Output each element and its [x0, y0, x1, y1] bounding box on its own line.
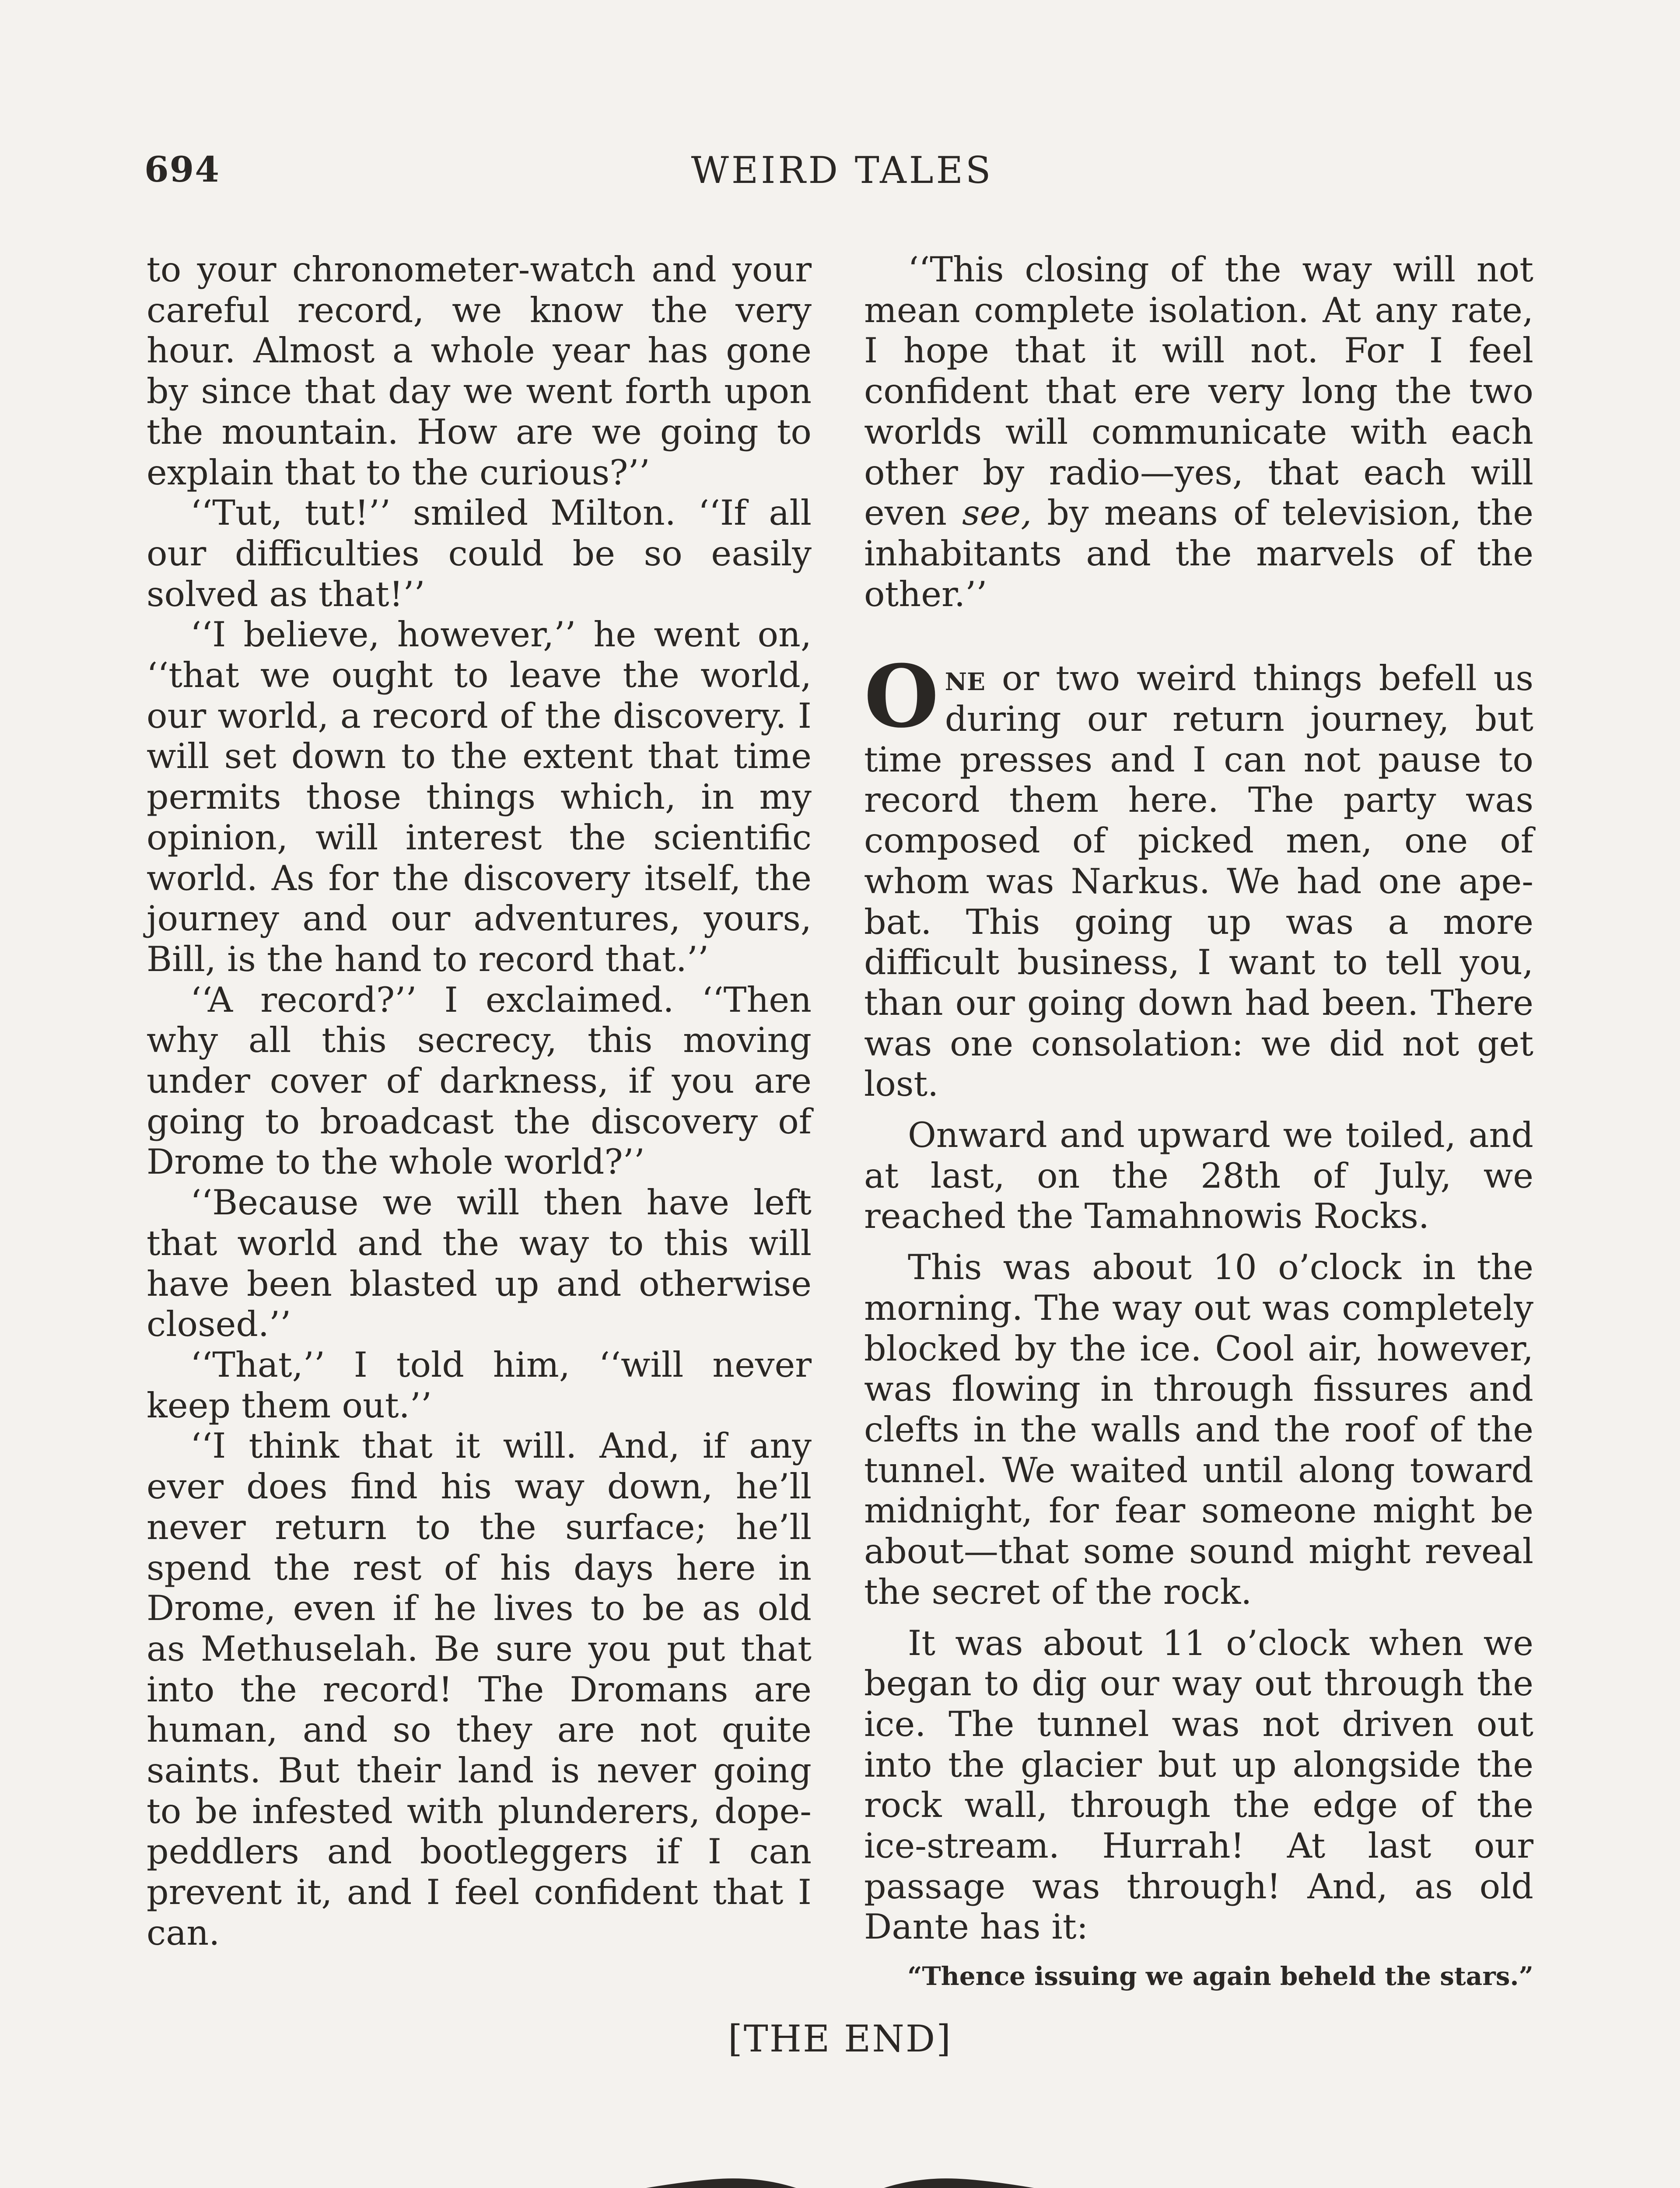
text-run: ‘‘This closing of the way will not mean complete isolation. At any rate, I hope that it will not. For I feel confident that ere very long the two worlds will communicate with each other by radio—yes, that each will even: [864, 249, 1533, 533]
text-run: by means of television, the inhabitants and the marvels of the other.’’: [864, 493, 1533, 614]
paragraph: ‘‘A record?’’ I exclaimed. ‘‘Then why all this secrecy, this moving under cover of darkness, if you are going to broadcast the discovery of Drome to the whole world?’’: [147, 979, 812, 1182]
page-number: 694: [144, 149, 220, 190]
paragraph: [864, 249, 1533, 614]
page-header: [144, 149, 1544, 197]
text-run: or two weird things befell us during our return journey, but time presses and I can not pause to record them here. The party was composed of picked men, one of whom was Narkus. We had one ape-bat. This going up was a more difficult business, I want to tell you, than our going down had been. There was one consolation: we did not get lost.: [864, 658, 1533, 1105]
section-opening-paragraph: [864, 646, 1533, 1105]
left-column: [147, 249, 812, 1953]
paragraph: ‘‘Because we will then have left that world and the way to this will have been blasted up and otherwise closed.’’: [147, 1182, 812, 1345]
emphasis-text: see,: [962, 493, 1032, 533]
paragraph: Onward and upward we toiled, and at last, on the 28th of July, we reached the Tamahnowis Rocks.: [864, 1115, 1533, 1237]
small-caps-text: ne: [945, 658, 985, 699]
right-column: [864, 249, 1533, 1994]
paragraph: to your chronometer-watch and your careful record, we know the very hour. Almost a whole year has gone by since that day we went forth upon the mountain. How are we going to explain that to the curious?’’: [147, 249, 812, 493]
paragraph: It was about 11 o’clock when we began to dig our way out through the ice. The tunnel was not driven out into the glacier but up alongside the rock wall, through the edge of the ice-stream. Hurrah! At last our passage was through! And, as old Dante has it:: [864, 1623, 1533, 1947]
running-title: WEIRD TALES: [691, 149, 994, 192]
paragraph: ‘‘That,’’ I told him, ‘‘will never keep them out.’’: [147, 1344, 812, 1426]
drop-cap: O: [864, 646, 939, 747]
the-end-marker: [THE END]: [728, 2017, 952, 2060]
paragraph: This was about 10 o’clock in the morning. The way out was completely blocked by the ice. Cool air, however, was flowing in through fissures and clefts in the walls and the roof of the tunnel. We waited until along toward midnight, for fear someone might be about—that some sound might reveal the secret of the rock.: [864, 1247, 1533, 1612]
eagle-icon: [582, 2144, 1098, 2188]
paragraph: ‘‘I think that it will. And, if any ever does find his way down, he’ll never return to the surface; he’ll spend the rest of his days here in Drome, even if he lives to be as old as Methuselah. Be sure you put that into the record! The Dromans are human, and so they are not quite saints. But their land is never going to be infested with plunderers, dope-peddlers and bootleggers if I can prevent it, and I feel confident that I can.: [147, 1426, 812, 1953]
paragraph: ‘‘I believe, however,’’ he went on, ‘‘that we ought to leave the world, our world, a record of the discovery. I will set down to the extent that time permits those things which, in my opinion, will interest the scientific world. As for the discovery itself, the journey and our adventures, yours, Bill, is the hand to record that.’’: [147, 614, 812, 979]
paragraph: ‘‘Tut, tut!’’ smiled Milton. ‘‘If all our difficulties could be so easily solved as that!’’: [147, 493, 812, 614]
closing-quote: “Thence issuing we again beheld the stars.”: [907, 1961, 1533, 1992]
